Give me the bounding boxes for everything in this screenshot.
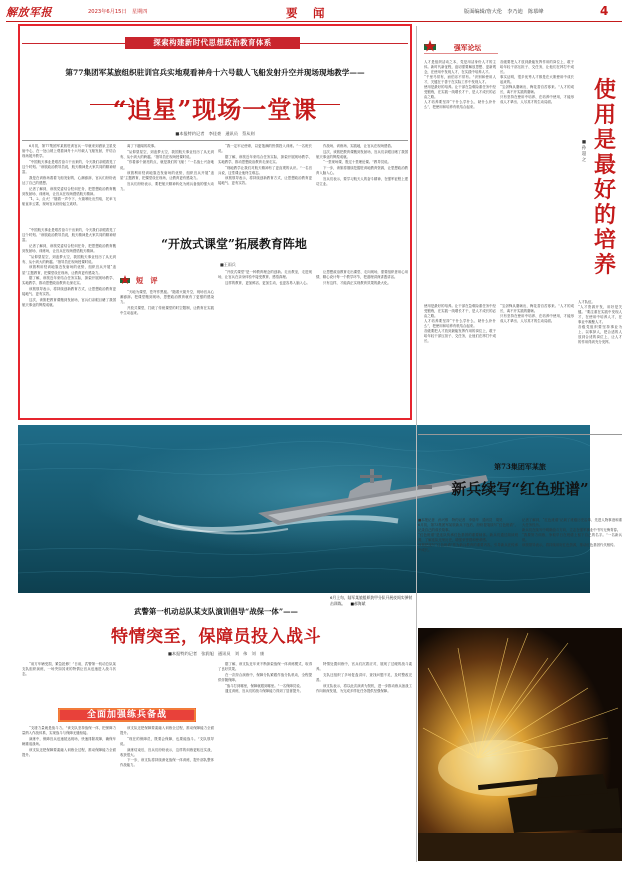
article1-col1: 6月初，第77集团军某旅驻训官兵一早就来到酒泉卫星发射中心，在一处山坡上观看神舟十六号载人飞船发射，并结合现场展开教学。 “中国航天事业是艰苦奋斗干出来的，今天我们亲眼看见了这个时刻。”该旅政治教导员说，航天精神是大家共同的精神财富。 我是在训练场看着飞船发射的，心潮澎湃，官兵们纷纷表达了自己的感想。 记者了解到，该旅党委结合驻训任务，把思想政治教育搬到发射场、训练场，让官兵在现场感悟航天精神。 “1、2、点火！”随着一声令下，火箭喷吐出烈焰，托举飞船直冲云霄，现场官兵纷纷起立欢呼。 bbox=[22, 144, 116, 207]
commentary-col1: 人才是组织活动之本，党是用活身份人才的主体。新时代新征程，迫切需要解放思想、更新观念，在使用中发现人才，在实践中培养人才。 “千里马常有，而伯乐不常有。”识别和使用人才，关键在于善于在实际工作中发现人才。 使用是最好的培养。让干部在急难险重任务中经受锻炼，在实践一线增长才干，是人才成长的必由之路。 人才培养要坚持“干什么学什么、缺什么补什么”，把使用和培养有机结合起来。 bbox=[424, 60, 496, 109]
feature-banner: 探索构建新时代思想政治教育体系 bbox=[125, 37, 300, 49]
right-bottom-kicker: 第73集团军某旅 bbox=[494, 462, 546, 471]
bottom-left-col3: 据了解，该支队近年来不断探索战保一体训练模式，取得了良好效果。 在一次综合演练中，保障分队紧跟作战分队机动，全程提供伴随保障。 “战斗打到哪里，保障就跟到哪里。”一名保障员说。 通过训练，官兵们的战斗保障能力得到了显著提升。 bbox=[218, 662, 312, 694]
commentary-col2: 各级要把人才放到最能发挥作用的岗位上，敢于给年轻干部压担子、交任务，让他们在摔打中成长。 事实证明，很多优秀人才都是在大胆使用中成长起来的。 “宝剑锋从磨砺出，梅花香自苦寒来。”人才的成长，离不开实践的磨砺。 只有坚持在使用中培养、在培养中使用，才能形成人才辈出、人尽其才的生动局面。 bbox=[500, 60, 574, 104]
short-comment-col2: “开放式课堂”是一种教育理念的创新。走出教室，走进现场，让官兵在亲身体验中接受教育、感悟真理。 这样的教育，更加鲜活、更加生动，也更容易入脑入心。 bbox=[218, 270, 312, 285]
combat-banner-label: 全面加强练兵备战 bbox=[86, 710, 167, 720]
warship-radar bbox=[360, 475, 382, 478]
short-comment-col3: 让思想政治教育走出课堂、走向现场，需要组织者用心用情，精心设计每一个教学环节，把道理讲深讲透讲活。 只有这样，才能真正实现教育效果的最大化。 bbox=[316, 270, 408, 285]
tank-photo-caption: 6月上旬，陆军某旅组织装甲分队开展夜间实弹射击训练。 ■郝海斌 bbox=[330, 595, 413, 606]
subhead-title: “开放式课堂”拓展教育阵地 bbox=[161, 237, 307, 251]
commentary-title: 使用是最好的培养 bbox=[593, 77, 616, 278]
page-editors: 版面编辑/詹大伦 李乃迪 陈慕峰 bbox=[464, 9, 544, 15]
commentary-author: ■孙超之 bbox=[581, 140, 587, 163]
article1-title: “追星”现场一堂课 bbox=[112, 95, 318, 124]
bottom-left-byline: ■本报特约记者 张润旭 通讯员 刘 伟 刘 康 bbox=[167, 651, 265, 656]
right-bottom-rule bbox=[418, 434, 622, 435]
bottom-left-col1: “支援力量就是战斗力。”该支队坚持战保一体，把保障力量纳入作战体系，实现战斗与保障无缝衔接。 演练中，保障官兵迅速抵达现场，快速排除故障，确保车辆重返战场。 该支队还把保障要素融入训练全过程，推动保障能力全面提升。 bbox=[22, 726, 116, 757]
right-bottom-col2: 记者了解到，“红色班谱”记载了班级历史沿革、先进人物事迹和重大任务经历。 新兵们在续写中明确奋斗方向，立志在强军事业中书写无悔青春。 “我要努力训练，争取早日在班谱上留下自己的名字。”一名新兵说。 该旅领导表示，将持续用好红色资源，推动红色基因代代相传。 bbox=[522, 518, 622, 547]
article1-byline: ■本报特约记者 李佳豪 通讯员 蔡从则 bbox=[175, 131, 255, 136]
commentary-badge-label: 强军论坛 bbox=[454, 44, 482, 52]
article1-col3: “我一定牢记使命，以更饱满的热情投入训练。”一名班长说。 据了解，该旅近年来结合任务实际，探索开展现场教学、实地教学，推动思想政治教育走深走实。 “现地教学让我们对航天精神有了更直观的认识。”一名官兵说，这堂课让他终生难忘。 该旅领导表示，将持续创新教育方式，让思想政治教育更接地气、更有实效。 bbox=[218, 144, 312, 186]
right-bottom-col1: ■本报记者 孙兴维 特约记者 李瑞华 通讯员 胡昊 6月初，第73集团军某旅新兵下连后，纷纷提笔续写“红色班谱”，记录自己的成长故事。 “红色班谱”是连队传承红色基因的重要载体。新兵们通过阅读班谱，了解连队光荣历史，增强荣誉感和使命感。 该旅把续写“红色班谱”作为新兵教育的重要内容，引导新兵在传承中成长。 bbox=[418, 518, 518, 552]
commentary-col3: 使用是最好的培养。让干部在急难险重任务中经受锻炼，在实践一线增长才干，是人才成长的必由之路。 人才培养要坚持“干什么学什么、缺什么补什么”，把使用和培养有机结合起来。 各级要把人才放到最能发挥作用的岗位上，敢于给年轻干部压担子、交任务，让他们在摔打中成长。 bbox=[424, 304, 496, 343]
article1-col2: 离了下趣闻的故事。 “从仰望星空，到追梦太空，我国航天事业经历了从无到有、从小到大的跨越。”指导员在现场授课时说。 “你看那个最亮的点，就是我们的飞船！”一名战士兴奋地说。 该旅利用驻训地靠近发射场的优势，组织官兵开展“追星”主题教育，把课堂设在现场，让教育更有感染力。 官兵们纷纷表示，要把航天精神转化为练兵备战的强大动力。 bbox=[120, 144, 214, 192]
article1-rule bbox=[22, 140, 408, 141]
bottom-left-col4: 特情处置训练中，官兵们沉着应对，展现了过硬的战斗素养。 支队还组织了多场复盘讲评，查找问题不足，及时整改完善。 该支队表示，将以此次演训为契机，进一步推动练兵备战工作向纵深发展，为完成多样化任务提供坚强保障。 bbox=[316, 662, 412, 693]
bottom-left-col1-top: “前方车辆受损，紧急抢修！”日前，武警第一机动总队某支队组织演练，一场突如其来的特情让官兵迅速进入战斗状态。 bbox=[22, 662, 116, 677]
tank-firing-photo bbox=[418, 628, 622, 861]
article1-kicker: 第77集团军某旅组织驻训官兵实地观看神舟十六号载人飞船发射升空并现场现地教学—— bbox=[65, 68, 365, 77]
article1-col4: 作战场、训练场、实践地，让官兵在现场感悟。 这次，该旅把教育课搬到发射场，官兵们亲眼目睹了我国航天事业的辉煌成就。 “一堂现场课，胜过十堂理论课。”教导员说。 下一步，该旅将继续挖掘驻训地教育资源，让思想政治教育入脑入心。 官兵们表示，要学习航天人的奋斗精神，在强军征程上建功立业。 bbox=[316, 144, 408, 187]
ground bbox=[418, 833, 622, 861]
bottom-left-col2: 该支队还把保障要素融入训练全过程，推动保障能力全面提升。 “现在的保障员，既要会保障，也要能战斗。”支队领导说。 演练结束后，官兵们纷纷表示，这样的训练更贴近实战，收获很大。 下一步，该支队将持续深化战保一体训练，提升部队整体作战能力。 bbox=[120, 726, 214, 768]
page-number: 4 bbox=[600, 4, 609, 18]
commentary-col5: 人才队伍。 “人才资源开发，用好是关键。”要注重在实践中发现人才，在使用中培养人才，在事业中凝聚人才。 各级党组织要坚持事业为上、以事择人，把合适的人放到合适的岗位上，让人才的作用得到充分发挥。 bbox=[578, 300, 622, 344]
short-comment-label: 短 评 bbox=[136, 276, 158, 285]
commentary-col4: “宝剑锋从磨砺出，梅花香自苦寒来。”人才的成长，离不开实践的磨砺。 只有坚持在使用中培养、在培养中使用，才能形成人才辈出、人尽其才的生动局面。 bbox=[500, 304, 574, 323]
subhead-byline: ■王雨兵 bbox=[220, 262, 236, 267]
column-divider bbox=[416, 26, 417, 862]
section-title: 要 闻 bbox=[286, 6, 327, 20]
tank-illustration bbox=[418, 628, 622, 861]
bottom-left-title: 特情突至，保障员投入战斗 bbox=[111, 627, 321, 647]
issue-date: 2023年6月15日 星期四 bbox=[88, 9, 148, 15]
newspaper-logo: 解放军报 bbox=[6, 6, 52, 19]
right-bottom-title: 新兵续写“红色班谱” bbox=[451, 480, 589, 498]
article1-col1-continued: “中国航天事业是艰苦奋斗干出来的，今天我们亲眼看见了这个时刻。”该旅政治教导员说，航天精神是大家共同的精神财富。 记者了解到，该旅党委结合驻训任务，把思想政治教育搬到发射场、训练场，让官兵在现场感悟航天精神。 “从仰望星空，到追梦太空，我国航天事业经历了从无到有、从小到大的跨越。”指导员在现场授课时说。 该旅利用驻训地靠近发射场的优势，组织官兵开展“追星”主题教育，把课堂设在现场，让教育更有感染力。 据了解，该旅近年来结合任务实际，探索开展现场教学、实地教学，推动思想政治教育走深走实。 该旅领导表示，将持续创新教育方式，让思想政治教育更接地气、更有实效。 这次，该旅把教育课搬到发射场，官兵们亲眼目睹了我国航天事业的辉煌成就。 bbox=[22, 228, 116, 307]
short-comment-col1: “天地为课堂，苍穹作黑板。”随着火箭升空，现场官兵心潮澎湃。把课堂搬到现场，思想政治教育就有了更强的感染力。 开放式课堂，打破了传统课堂的时空限制，让教育在实践中生动起来。 bbox=[120, 290, 214, 315]
masthead bbox=[6, 4, 622, 22]
bottom-left-kicker: 武警第一机动总队某支队演训倡导“战保一体”—— bbox=[134, 607, 298, 616]
